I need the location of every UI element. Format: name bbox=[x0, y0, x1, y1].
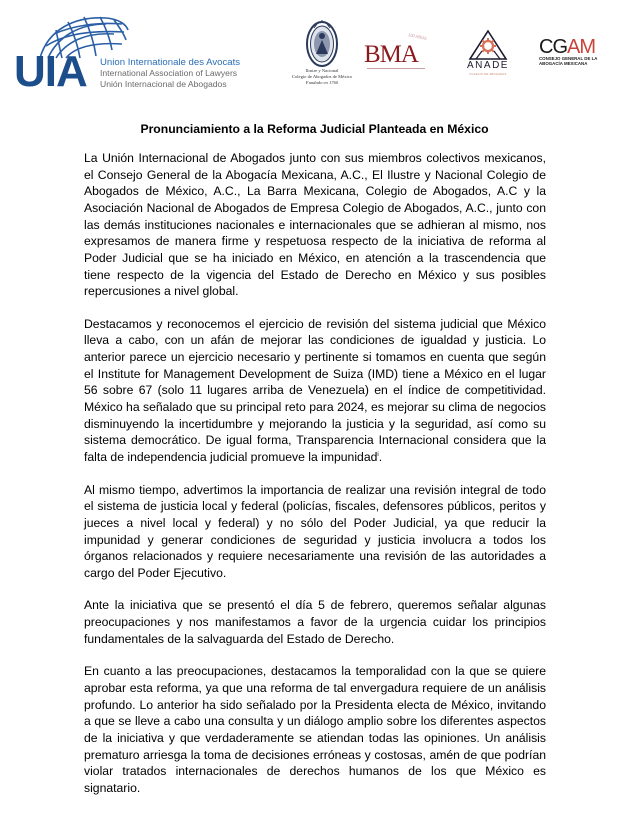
uia-name-fr: Union Internationale des Avocats bbox=[100, 57, 241, 68]
paragraph-intro: La Unión Internacional de Abogados junto con sus miembros colectivos mexicanos, el Consejo General de la Abogacía Mexicana, A.C., El Ilustre y Nacional Colegio de Abogados de México, A.C., La Barra Mexicana, Colegio de Abogados, A.C y la Asociación Nacional de Abogados de Empresa Colegio de Abogados, A.C., junto con las demás instituciones nacionales e internacionales que se adhieran al mismo, nos expresamos de manera firme y respetuosa respecto de la iniciativa de reforma al Poder Judicial que se ha iniciado en México, en atención a la trascendencia que tiene respecto de la vigencia del Estado de Derecho en México y sus posibles repercusiones a nivel global. bbox=[84, 151, 546, 299]
paragraph-initiative: Ante la iniciativa que se presentó el día 5 de febrero, queremos señalar algunas preocupaciones y nos manifestamos a favor de la urgencia cuidar los principios fundamentales de la salvaguarda del Estado de Derecho. bbox=[84, 598, 546, 646]
document-title: Pronunciamiento a la Reforma Judicial Planteada en México bbox=[140, 122, 489, 136]
paragraph-recognition-text: Destacamos y reconocemos el ejercicio de revisión del sistema judicial que México lleva a cabo, con un afán de mejorar las condiciones de igualdad y justicia. Lo anterior parece un ejercicio necesario y pertinente si tomamos en cuenta que según el Institute for Management Development de Suiza (IMD) tiene a México en el lugar 56 sobre 67 (solo 11 lugares arriba de Venezuela) en el índice de competitividad. México ha señalado que su principal reto para 2024, es mejorar su clima de negocios disminuyendo la incertidumbre y mejorando la justicia y la seguridad, así como su sistema democrático. De igual forma, Transparencia Internacional considera que la falta de independencia judicial promueve la impunidad bbox=[84, 316, 546, 465]
uia-logo bbox=[14, 12, 264, 96]
bma-anniversary-badge: 100 AÑOS bbox=[407, 32, 428, 41]
document-header bbox=[0, 0, 629, 105]
incam-line-2: Colegio de Abogados de México bbox=[291, 74, 353, 79]
paragraph-concerns: En cuanto a las preocupaciones, destacamos la temporalidad con la que se quiere aprobar esta reforma, ya que una reforma de tal envergadura requiere de un análisis profundo. Lo anterior ha sido señalado por la Presidenta electa de México, invitando a que se lleve a cabo una consulta y un diálogo amplio sobre los diferentes aspectos de la iniciativa y que verdaderamente se atiendan todas las opiniones. Un análisis prematuro arriesga la toma de decisiones erróneas y costosas, amén de que podrían violar tratados internacionales de derechos humanos de los que México es signatario. bbox=[84, 664, 546, 795]
incam-logo bbox=[272, 20, 372, 100]
incam-founded: Fundado en 1760 bbox=[305, 80, 339, 85]
seal-icon bbox=[305, 20, 339, 68]
uia-name-en: International Association of Lawyers bbox=[100, 68, 238, 79]
document-body bbox=[84, 150, 546, 812]
incam-name bbox=[272, 68, 372, 86]
cgam-line-1: CONSEJO GENERAL DE LA bbox=[539, 56, 598, 61]
anade-subtitle: COLEGIO DE ABOGADOS bbox=[469, 73, 507, 76]
bma-wordmark: BMA bbox=[364, 41, 418, 68]
cgam-mark-dark: CG bbox=[539, 36, 567, 58]
cgam-mark-accent: AM bbox=[567, 36, 595, 58]
paragraph-recognition bbox=[84, 316, 546, 466]
uia-wordmark: UIA bbox=[14, 47, 87, 96]
gear-triangle-icon bbox=[468, 30, 508, 60]
anade-logo bbox=[458, 30, 518, 80]
cgam-name bbox=[539, 56, 609, 66]
cgam-line-2: ABOGACÍA MEXICANA bbox=[539, 61, 588, 66]
anade-wordmark: ANADE bbox=[467, 60, 509, 71]
footnote-reference[interactable]: i bbox=[377, 451, 379, 458]
incam-line-1: Ilustre y Nacional bbox=[305, 68, 339, 73]
paragraph-recognition-end: . bbox=[378, 450, 383, 465]
cgam-logo bbox=[539, 38, 609, 68]
uia-names bbox=[100, 58, 240, 89]
bma-logo bbox=[362, 34, 432, 74]
bma-subtitle-line bbox=[367, 68, 425, 69]
cgam-wordmark bbox=[539, 38, 609, 56]
paragraph-integral-review: Al mismo tiempo, advertimos la importancia de realizar una revisión integral de todo el sistema de justicia local y federal (policías, fiscales, defensores públicos, peritos y jueces a nivel local y federal) y no sólo del Poder Judicial, ya que reducir la impunidad y generar condiciones de seguridad y justicia involucra a todos los órganos relacionados y requiere necesariamente una revisión de las autoridades a cargo del Poder Ejecutivo. bbox=[84, 482, 546, 580]
uia-name-es: Unión Internacional de Abogados bbox=[100, 78, 227, 89]
